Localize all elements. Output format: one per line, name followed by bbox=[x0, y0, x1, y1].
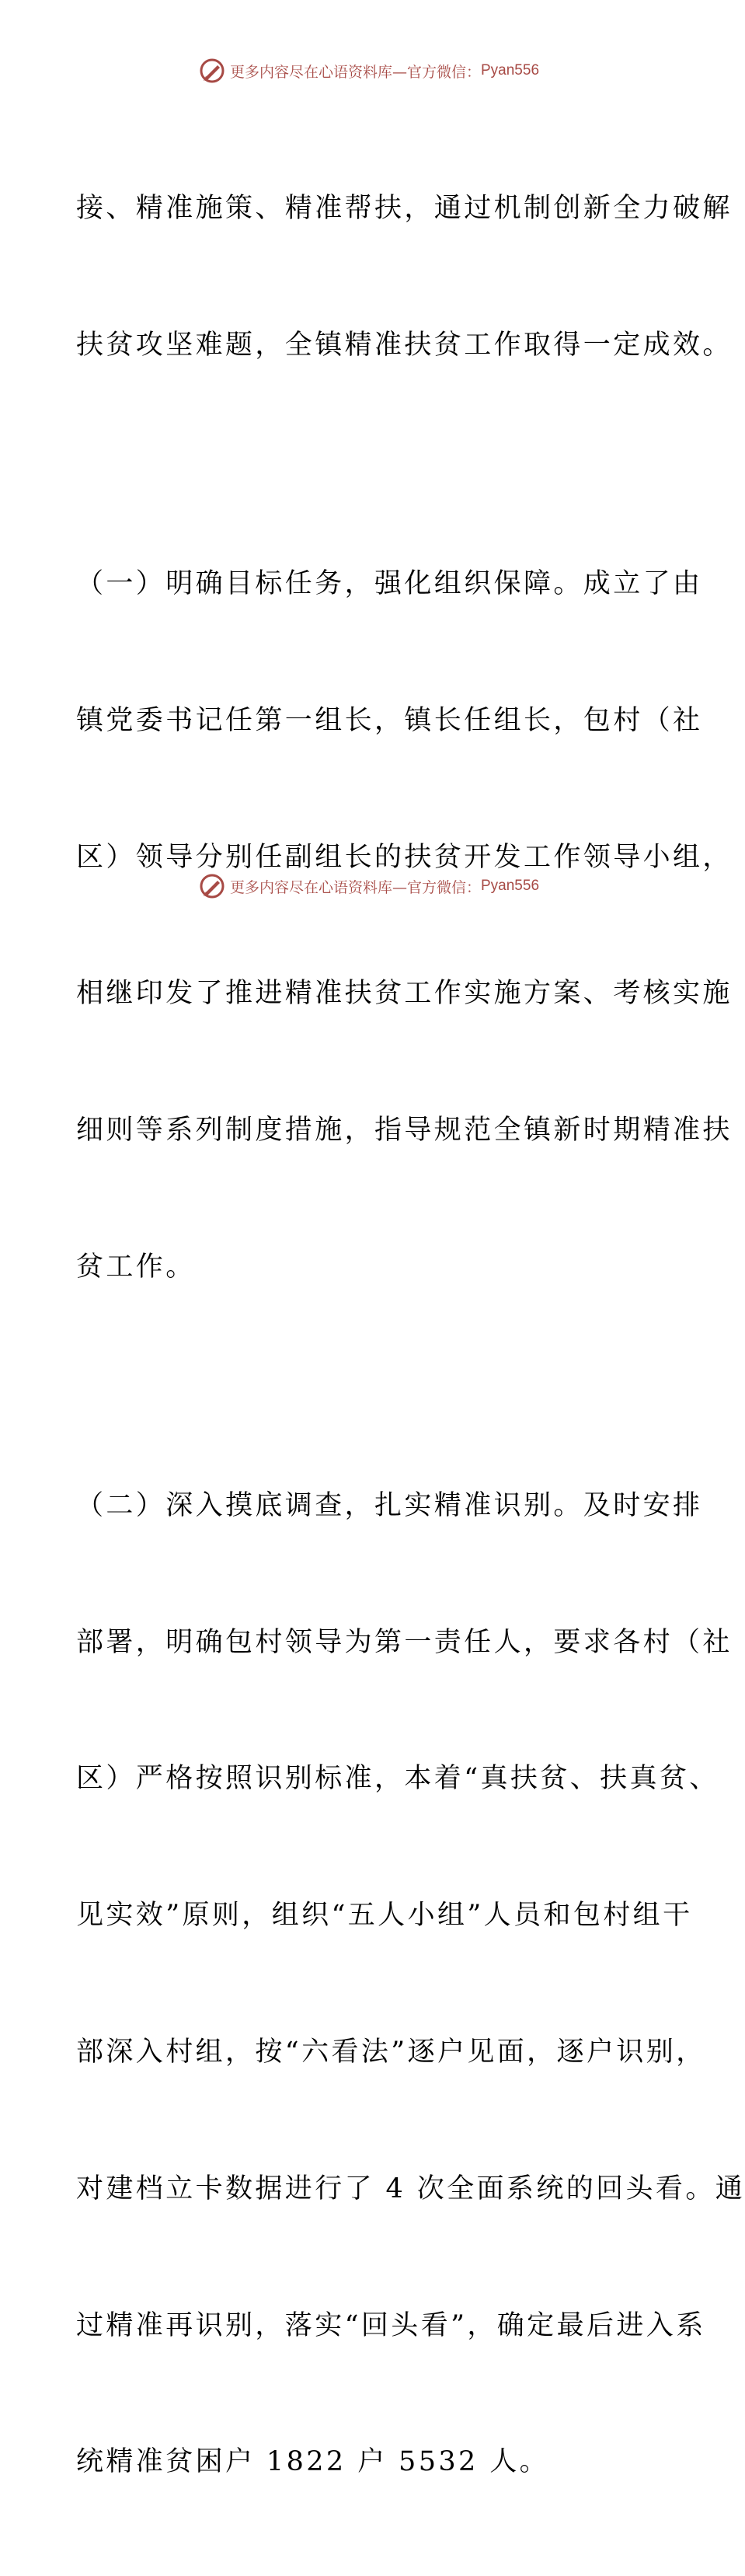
text-line: 贫工作。 bbox=[76, 1251, 196, 1283]
text-line: 区）领导分别任副组长的扶贫开发工作领导小组， bbox=[76, 841, 733, 873]
text-line: 相继印发了推进精准扶贫工作实施方案、考核实施 bbox=[76, 978, 733, 1010]
text-line: 部署，明确包村领导为第一责任人，要求各村（社 bbox=[76, 1626, 733, 1658]
text-line: 细则等系列制度措施，指导规范全镇新时期精准扶 bbox=[76, 1115, 733, 1147]
text-line: 接、精准施策、精准帮扶，通过机制创新全力破解 bbox=[76, 193, 733, 225]
pen-logo-icon bbox=[199, 873, 225, 899]
text-line: 过精准再识别，落实“回头看”，确定最后进入系 bbox=[76, 2309, 706, 2341]
text-line: 部深入村组，按“六看法”逐户见面，逐户识别， bbox=[76, 2036, 706, 2068]
paragraph-intro-continued bbox=[76, 95, 733, 459]
document-body bbox=[76, 95, 745, 2576]
header-watermark bbox=[0, 55, 738, 86]
watermark-text: 更多内容尽在心语资料库—官方微信： bbox=[229, 878, 481, 896]
text-line: 见实效”原则，组织“五人小组”人员和包村组干 bbox=[76, 1900, 693, 1932]
text-line: 区）严格按照识别标准，本着“真扶贫、扶真贫、 bbox=[76, 1763, 719, 1795]
text-line: （二）深入摸底调查，扎实精准识别。及时安排 bbox=[76, 1489, 703, 1521]
pen-logo-icon bbox=[199, 58, 225, 84]
text-line: 对建档立卡数据进行了 4 次全面系统的回头看。通 bbox=[76, 2173, 745, 2204]
text-line: 扶贫攻坚难题，全镇精准扶贫工作取得一定成效。 bbox=[76, 329, 733, 361]
paragraph-section-one bbox=[76, 470, 733, 1381]
text-line: 统精准贫困户 1822 户 5532 人。 bbox=[76, 2446, 550, 2478]
text-line: 镇党委书记任第一组长，镇长任组长，包村（社 bbox=[76, 704, 703, 736]
watermark-text: 更多内容尽在心语资料库—官方微信： bbox=[229, 63, 481, 81]
watermark-handle: Pyan556 bbox=[481, 878, 540, 894]
watermark-handle: Pyan556 bbox=[481, 62, 540, 79]
paragraph-section-two bbox=[76, 1392, 745, 2576]
footer-watermark bbox=[0, 871, 738, 902]
text-line: （一）明确目标任务，强化组织保障。成立了由 bbox=[76, 567, 703, 599]
